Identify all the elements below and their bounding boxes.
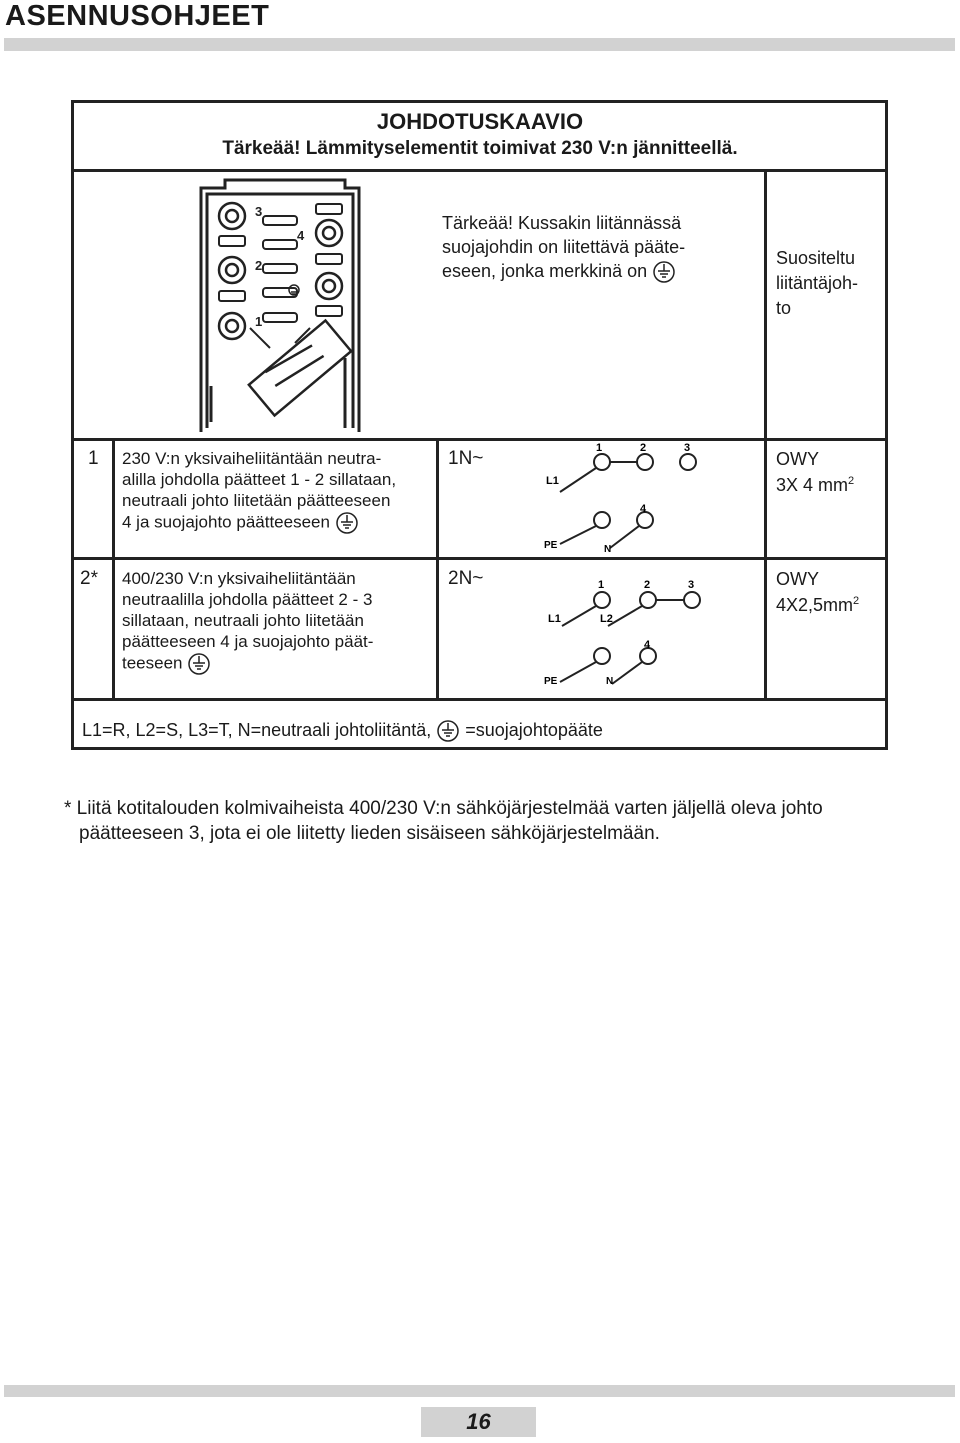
l2-label: L2 [600,613,613,625]
cable-size-exponent: 2 [853,595,860,607]
cable-type: OWY [776,569,819,589]
cable-size-exponent: 2 [848,475,855,487]
footnote-line2: päätteeseen 3, jota ei ole liitetty lieden sisäiseen sähköjärjestelmään. [79,823,660,844]
desc-line: neutraalilla johdolla päätteet 2 - 3 [122,590,373,609]
ground-icon [335,511,359,535]
desc-line: teeseen [122,653,183,673]
desc-line: päätteeseen 4 ja suojajohto päät- [122,632,374,651]
n-label: N [606,676,614,687]
connection-diagram-1n [540,440,710,555]
cable-type: OWY [776,449,819,469]
cable-header-line2: liitäntäjoh- [776,273,859,293]
terminal-label-3: 3 [255,204,263,219]
page-title: ASENNUSOHJEET [5,0,270,32]
divider [112,438,115,700]
connection-type: 2N~ [448,568,484,589]
footnote [64,796,944,846]
top-divider [4,38,955,51]
ground-note [442,211,762,284]
desc-line: 400/230 V:n yksivaiheliitäntään [122,569,356,588]
cable-size-wrap [776,590,886,616]
legend [82,716,882,744]
desc-line: 230 V:n yksivaiheliitäntään neutra- [122,449,382,468]
terminal-label-2: 2 [255,258,263,273]
terminal-1-label: 1 [598,579,605,591]
cable-cell [776,448,886,496]
terminal-3-label: 3 [684,442,691,454]
desc-line: 4 ja suojajohto päätteeseen [122,512,330,532]
pe-label: PE [544,676,558,687]
ground-note-line3: eseen, jonka merkkinä on [442,261,648,281]
terminal-4-label: 4 [640,503,647,515]
ground-note-line2: suojajohdin on liitettävä pääte- [442,237,686,257]
pe-label: PE [544,540,558,551]
ground-icon [652,260,676,284]
desc-line: neutraali johto liitetään päätteeseen [122,491,391,510]
n-label: N [604,544,612,555]
terminal-2-label: 2 [640,442,647,454]
table-heading: JOHDOTUSKAAVIO [376,109,584,134]
l1-label: L1 [546,475,559,487]
ground-icon [187,652,211,676]
connection-diagram-2n [540,572,710,690]
cable-size: 4X2,5mm [776,595,854,615]
desc-line: alilla johdolla päätteet 1 - 2 sillataan, [122,470,397,489]
table-subheading: Tärkeää! Lämmityselementit toimivat 230 V:n jännitteellä. [222,138,738,159]
legend-prefix: L1=R, L2=S, L3=T, N=neutraali johtoliitäntä, [82,720,432,740]
desc-line-wrap [122,511,434,535]
cable-cell [776,568,886,616]
terminal-4-label: 4 [644,639,651,651]
cable-header [776,246,884,321]
desc-line-wrap [122,652,434,676]
connection-type: 1N~ [448,448,484,469]
desc-line: sillataan, neutraali johto liitetään [122,611,364,630]
ground-note-line3-wrap [442,259,762,284]
terminal-2-label: 2 [644,579,651,591]
terminal-label-1: 1 [255,314,263,329]
terminal-label-4: 4 [297,228,305,243]
l1-label: L1 [548,613,561,625]
terminal-3-label: 3 [688,579,695,591]
divider [764,169,767,700]
row-id: 2* [80,568,98,589]
divider [436,438,439,700]
page-number: 16 [466,1409,491,1434]
terminal-block-diagram [195,178,367,434]
legend-suffix: =suojajohtopääte [465,720,603,740]
row-description [122,568,434,676]
bottom-divider [4,1385,955,1397]
cable-size: 3X 4 mm [776,475,849,495]
row-id: 1 [88,448,99,469]
ground-icon [436,719,460,743]
row-description [122,448,434,535]
terminal-1-label: 1 [596,442,603,454]
ground-note-line1: Tärkeää! Kussakin liitännässä [442,213,682,233]
cable-header-line3: to [776,298,792,318]
cable-header-line1: Suositeltu [776,248,856,268]
footnote-line1: * Liitä kotitalouden kolmivaiheista 400/230 V:n sähköjärjestelmää varten jäljellä oleva johto [64,798,823,819]
cable-size-wrap [776,470,886,496]
